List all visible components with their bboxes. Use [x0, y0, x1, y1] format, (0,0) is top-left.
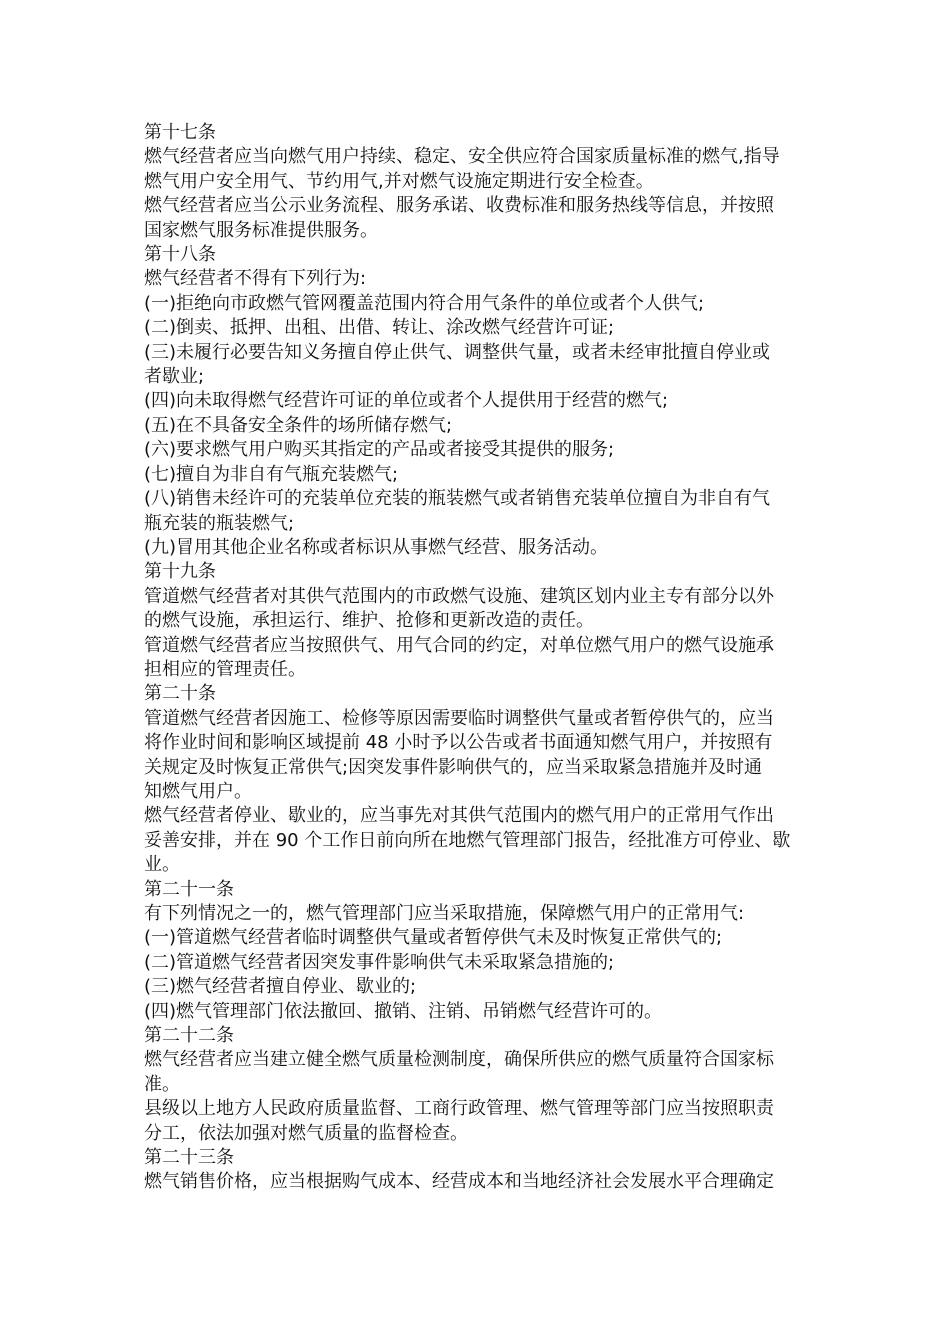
text-line: (一)管道燃气经营者临时调整供气量或者暂停供气未及时恢复正常供气的; — [144, 927, 723, 949]
text-line: (四)向未取得燃气经营许可证的单位或者个人提供用于经营的燃气; — [144, 390, 669, 412]
text-line: 有下列情况之一的，燃气管理部门应当采取措施，保障燃气用户的正常用气: — [144, 903, 745, 924]
text-line: 管道燃气经营者对其供气范围内的市政燃气设施、建筑区划内业主专有部分以外 — [144, 585, 774, 607]
text-line: 燃气销售价格，应当根据购气成本、经营成本和当地经济社会发展水平合理确定 — [144, 1171, 774, 1193]
text-line: 国家燃气服务标准提供服务。 — [144, 219, 378, 241]
text-line: (五)在不具备安全条件的场所储存燃气; — [144, 414, 453, 436]
text-line: 业。 — [144, 854, 180, 876]
text-line: (七)擅自为非自有气瓶充装燃气; — [144, 463, 399, 485]
text-line: 妥善安排，并在 90 个工作日前向所在地燃气管理部门报告，经批准方可停业、歇 — [144, 829, 791, 851]
text-line: (三)未履行必要告知义务擅自停止供气、调整供气量，或者未经审批擅自停业或 — [144, 341, 771, 363]
text-line: 燃气经营者停业、歇业的，应当事先对其供气范围内的燃气用户的正常用气作出 — [144, 805, 774, 827]
document-page — [144, 121, 812, 1195]
text-line: (一)拒绝向市政燃气管网覆盖范围内符合用气条件的单位或者个人供气; — [144, 292, 705, 314]
article-heading: 第二十三条 — [144, 1147, 234, 1169]
text-line: 瓶充装的瓶装燃气; — [144, 512, 295, 534]
text-line: 将作业时间和影响区域提前 48 小时予以公告或者书面通知燃气用户，并按照有 — [144, 732, 773, 754]
text-line: 的燃气设施，承担运行、维护、抢修和更新改造的责任。 — [144, 610, 594, 632]
article-heading: 第二十一条 — [144, 878, 234, 900]
text-line: 准。 — [144, 1073, 180, 1095]
text-line: (三)燃气经营者擅自停业、歇业的; — [144, 976, 417, 998]
article-heading: 第十八条 — [144, 244, 216, 266]
text-line: 燃气经营者应当建立健全燃气质量检测制度，确保所供应的燃气质量符合国家标 — [144, 1049, 774, 1071]
text-line: (六)要求燃气用户购买其指定的产品或者接受其提供的服务; — [144, 439, 615, 461]
text-line: 管道燃气经营者应当按照供气、用气合同的约定，对单位燃气用户的燃气设施承 — [144, 634, 774, 656]
article-heading: 第二十二条 — [144, 1025, 234, 1047]
text-line: (八)销售未经许可的充装单位充装的瓶装燃气或者销售充装单位擅自为非自有气 — [144, 488, 771, 510]
text-line: 燃气经营者应当公示业务流程、服务承诺、收费标准和服务热线等信息，并按照 — [144, 195, 774, 217]
text-line: 县级以上地方人民政府质量监督、工商行政管理、燃气管理等部门应当按照职责 — [144, 1098, 774, 1120]
text-line: 管道燃气经营者因施工、检修等原因需要临时调整供气量或者暂停供气的，应当 — [144, 707, 774, 729]
article-heading: 第十七条 — [144, 122, 216, 143]
article-heading: 第二十条 — [144, 683, 216, 705]
article-heading: 第十九条 — [144, 561, 216, 583]
text-line: 关规定及时恢复正常供气;因突发事件影响供气的，应当采取紧急措施并及时通 — [144, 756, 763, 778]
text-line: 分工，依法加强对燃气质量的监督检查。 — [144, 1122, 468, 1144]
text-line: 燃气经营者应当向燃气用户持续、稳定、安全供应符合国家质量标准的燃气,指导 — [144, 146, 780, 168]
text-line: 知燃气用户。 — [144, 780, 252, 802]
text-line: 燃气用户安全用气、节约用气,并对燃气设施定期进行安全检查。 — [144, 170, 654, 192]
text-line: (二)倒卖、抵押、出租、出借、转让、涂改燃气经营许可证; — [144, 317, 615, 339]
text-line: 燃气经营者不得有下列行为: — [144, 268, 367, 290]
text-line: (二)管道燃气经营者因突发事件影响供气未采取紧急措施的; — [144, 951, 615, 973]
text-line: (四)燃气管理部门依法撤回、撤销、注销、吊销燃气经营许可的。 — [144, 1000, 663, 1022]
text-line: 担相应的管理责任。 — [144, 658, 306, 680]
text-line: 者歇业; — [144, 366, 205, 388]
text-line: (九)冒用其他企业名称或者标识从事燃气经营、服务活动。 — [144, 536, 609, 558]
